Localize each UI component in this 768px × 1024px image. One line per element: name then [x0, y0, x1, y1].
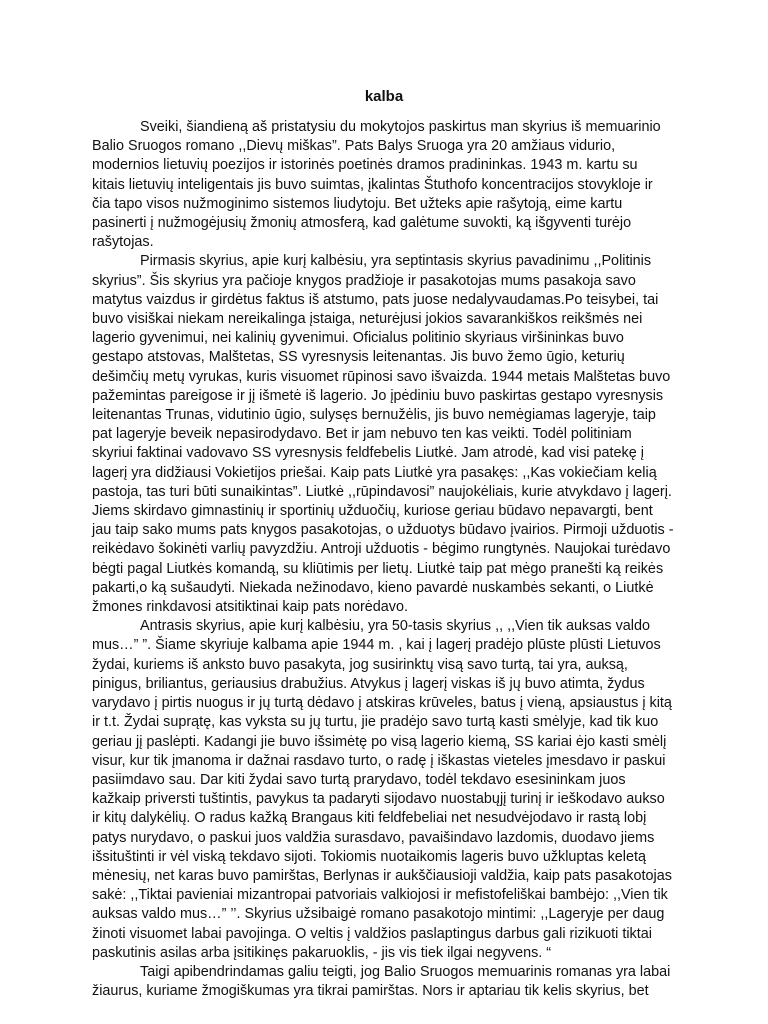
- paragraph-first-chapter: Pirmasis skyrius, apie kurį kalbėsiu, yra septintasis skyrius pavadinimu ,,Politinis skyrius”. Šis skyrius yra pačioje knygos pradžioje ir pasakotojas mums pasakoja savo matytus vaizdus ir girdėtus faktus iš atstumo, pats juose nedalyvaudamas.Po teisybei, tai buvo visiškai niekam nereikalinga įstaiga, neturėjusi jokios savarankiškos reikšmės nei lagerio gyvenimui, nei kalinių gyvenimui. Oficialus politinio skyriaus viršininkas buvo gestapo atstovas, Malštetas, SS vyresnysis leitenantas. Jis buvo žemo ūgio, keturių dešimčių metų vyrukas, kuris visuomet rūpinosi savo išvaizda. 1944 metais Malštetas buvo pažemintas pareigose ir jį išmetė iš lagerio. Jo įpėdiniu buvo paskirtas gestapo vyresnysis leitenantas Trunas, vidutinio ūgio, sulysęs bernužėlis, jis buvo nemėgiamas lageryje, taip pat lageryje beveik nepasirodydavo. Bet ir jam nebuvo ten kas veikti. Todėl politiniam skyriui faktinai vadovavo SS vyresnysis feldfebelis Liutkė. Jam atrodė, kad visi patekę į lagerį yra didžiausi Vokietijos priešai. Kaip pats Liutkė yra pasakęs: ,,Kas vokiečiam kelią pastoja, tas turi būti sunaikintas”. Liutkė ,,rūpindavosi” naujokėliais, kurie atvykdavo į lagerį. Jiems skirdavo gimnastinių ir sportinių užduočių, kuriose geriau būdavo nepavargti, bent jau taip sako mums pats knygos pasakotojas, o užduotys būdavo įvairios. Pirmoji užduotis - reikėdavo šokinėti varlių pavyzdžiu. Antroji užduotis - bėgimo rungtynės. Naujokai turėdavo bėgti pagal Liutkės komandą, su kliūtimis per lietų. Liutkė taip pat mėgo pranešti ką reikės pakarti,o ką sušaudyti. Niekada nežinodavo, kieno pavardė nuskambės sekanti, o Liutkė žmones rinkdavosi atsitiktinai kaip pats norėdavo.: [92, 253, 674, 616]
- document-body: [92, 118, 674, 1001]
- document-title: kalba: [364, 88, 404, 105]
- paragraph-introduction: Sveiki, šiandieną aš pristatysiu du mokytojos paskirtus man skyrius iš memuarinio Balio Sruogos romano ,,Dievų miškas”. Pats Balys Sruoga yra 20 amžiaus vidurio, modernios lietuvių poezijos ir istorinės poetinės dramos pradininkas. 1943 m. kartu su kitais lietuvių inteligentais jis buvo suimtas, įkalintas Štuthofo koncentracijos stovykloje ir čia tapo visos nužmoginimo sistemos liudytoju. Bet užteks apie rašytoją, eime kartu pasinerti į nužmogėjusių žmonių atmosferą, kad galėtume suvokti, ką išgyventi turėjo rašytojas.: [92, 119, 661, 251]
- paragraph-second-chapter: Antrasis skyrius, apie kurį kalbėsiu, yra 50-tasis skyrius ,, ,,Vien tik auksas valdo mus…” ”. Šiame skyriuje kalbama apie 1944 m. , kai į lagerį pradėjo plūste plūsti Lietuvos žydai, kuriems iš anksto buvo pasakyta, jog susirinktų visą savo turtą, tai yra, auksą, pinigus, briliantus, geriausius drabužius. Atvykus į lagerį viskas iš jų buvo atimta, žydus varydavo į pirtis nuogus ir jų turtą dėdavo į atskiras krūveles, batus į vieną, apsiaustus į kitą ir t.t. Žydai suprątę, kas vyksta su jų turtu, jie pradėjo savo turtą kasti smėlyje, kad tik kuo geriau jį paslėpti. Kadangi jie buvo išsimėtę po visą lagerio kiemą, SS kariai ėjo kasti smėlį visur, kur tik įmanoma ir dažnai rasdavo turto, o radę į iškastas vieteles įmesdavo ir paskui pasiimdavo sau. Dar kiti žydai savo turtą prarydavo, todėl tekdavo esesininkam juos kažkaip priversti tuštintis, pavykus ta padaryti sijodavo nuostabųjį turinį ir ieškodavo aukso ir kitų dalykėlių. O radus kažką Brangaus kiti feldfebeliai net nesudvėjodavo ir rastą lobį patys nurydavo, o paskui juos valdžia surasdavo, pavaišindavo lazdomis, duodavo jiems išsituštinti ir vėl viską tekdavo sijoti. Tokiomis nuotaikomis lageris buvo užkluptas keletą mėnesių, net karas buvo pamirštas, Berlynas ir aukščiausioji valdžia, kaip pats pasakotojas sakė: ,,Tiktai pavieniai mizantropai patvoriais valkiojosi ir mefistofeliškai bambėjo: ,,Vien tik auksas valdo mus…” ’’. Skyrius užsibaigė romano pasakotojo mintimi: ,,Lageryje per daug žinoti visuomet labai pavojinga. O veltis į valdžios paslaptingus darbus gali rizikuoti tiktai paskutinis asilas arba įsitikinęs pakaruoklis, - jis vis tiek ilgai negyvens. “: [92, 618, 672, 961]
- paragraph-conclusion: Taigi apibendrindamas galiu teigti, jog Balio Sruogos memuarinis romanas yra labai žiaurus, kuriame žmogiškumas yra tikrai pamirštas. Nors ir aptariau tik kelis skyrius, bet: [92, 963, 671, 1000]
